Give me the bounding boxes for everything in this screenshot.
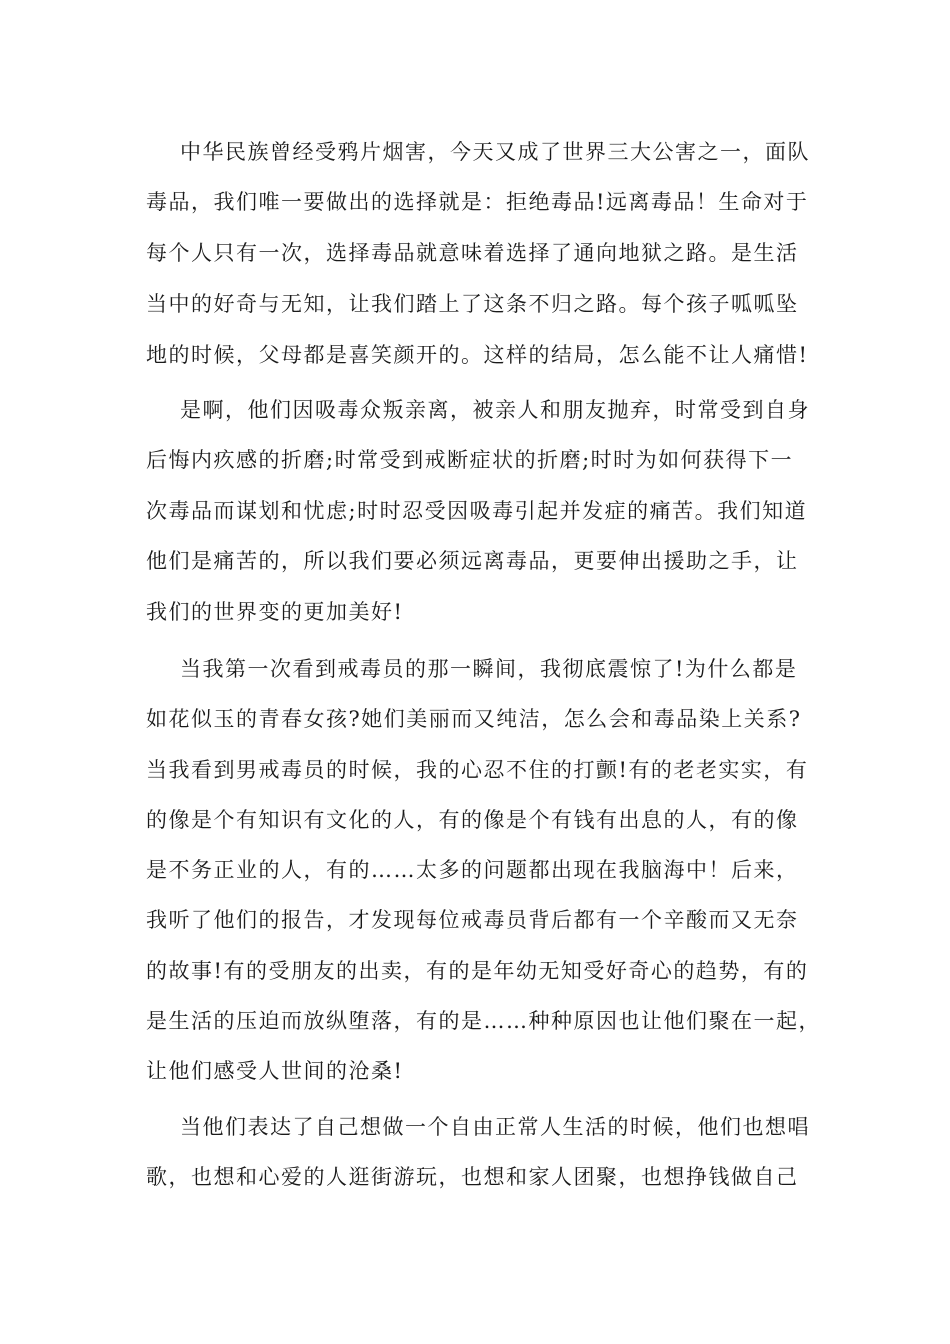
paragraph-3-line-3: 当我看到男戒毒员的时候，我的心忍不住的打颤!有的老老实实，有 [146,758,809,782]
paragraph-3-line-2: 如花似玉的青春女孩?她们美丽而又纯洁，怎么会和毒品染上关系? [146,707,802,731]
paragraph-1-line-3: 每个人只有一次，选择毒品就意味着选择了通向地狱之路。是生活 [146,241,799,265]
paragraph-2-line-1: 是啊，他们因吸毒众叛亲离，被亲人和朋友抛弃，时常受到自身 [180,398,810,422]
paragraph-3-line-1: 当我第一次看到戒毒员的那一瞬间，我彻底震惊了!为什么都是 [180,657,798,681]
paragraph-4-line-2: 歌，也想和心爱的人逛街游玩，也想和家人团聚，也想挣钱做自己 [146,1165,799,1189]
paragraph-4-line-1: 当他们表达了自己想做一个自由正常人生活的时候，他们也想唱 [180,1115,810,1139]
paragraph-3-line-6: 我听了他们的报告，才发现每位戒毒员背后都有一个辛酸而又无奈 [146,908,799,932]
paragraph-3-line-7: 的故事!有的受朋友的出卖，有的是年幼无知受好奇心的趋势，有的 [146,959,809,983]
paragraph-2-line-5: 我们的世界变的更加美好! [146,600,404,624]
paragraph-3-line-8: 是生活的压迫而放纵堕落，有的是……种种原因也让他们聚在一起， [146,1009,821,1033]
paragraph-2-line-3: 次毒品而谋划和忧虑;时时忍受因吸毒引起并发症的痛苦。我们知道 [146,499,808,523]
paragraph-2-line-2: 后悔内疚感的折磨;时常受到戒断症状的折磨;时时为如何获得下一 [146,448,794,472]
paragraph-1-line-2: 毒品，我们唯一要做出的选择就是：拒绝毒品!远离毒品！生命对于 [146,190,809,214]
paragraph-1-line-1: 中华民族曾经受鸦片烟害，今天又成了世界三大公害之一，面队 [180,140,810,164]
paragraph-3-line-4: 的像是个有知识有文化的人，有的像是个有钱有出息的人，有的像 [146,808,799,832]
paragraph-1-line-5: 地的时候，父母都是喜笑颜开的。这样的结局，怎么能不让人痛惜! [146,343,809,367]
paragraph-3-line-9: 让他们感受人世间的沧桑! [146,1059,404,1083]
paragraph-1-line-4: 当中的好奇与无知，让我们踏上了这条不归之路。每个孩子呱呱坠 [146,292,799,316]
paragraph-3-line-5: 是不务正业的人，有的……太多的问题都出现在我脑海中！后来， [146,858,799,882]
paragraph-2-line-4: 他们是痛苦的，所以我们要必须远离毒品，更要伸出援助之手，让 [146,549,799,573]
